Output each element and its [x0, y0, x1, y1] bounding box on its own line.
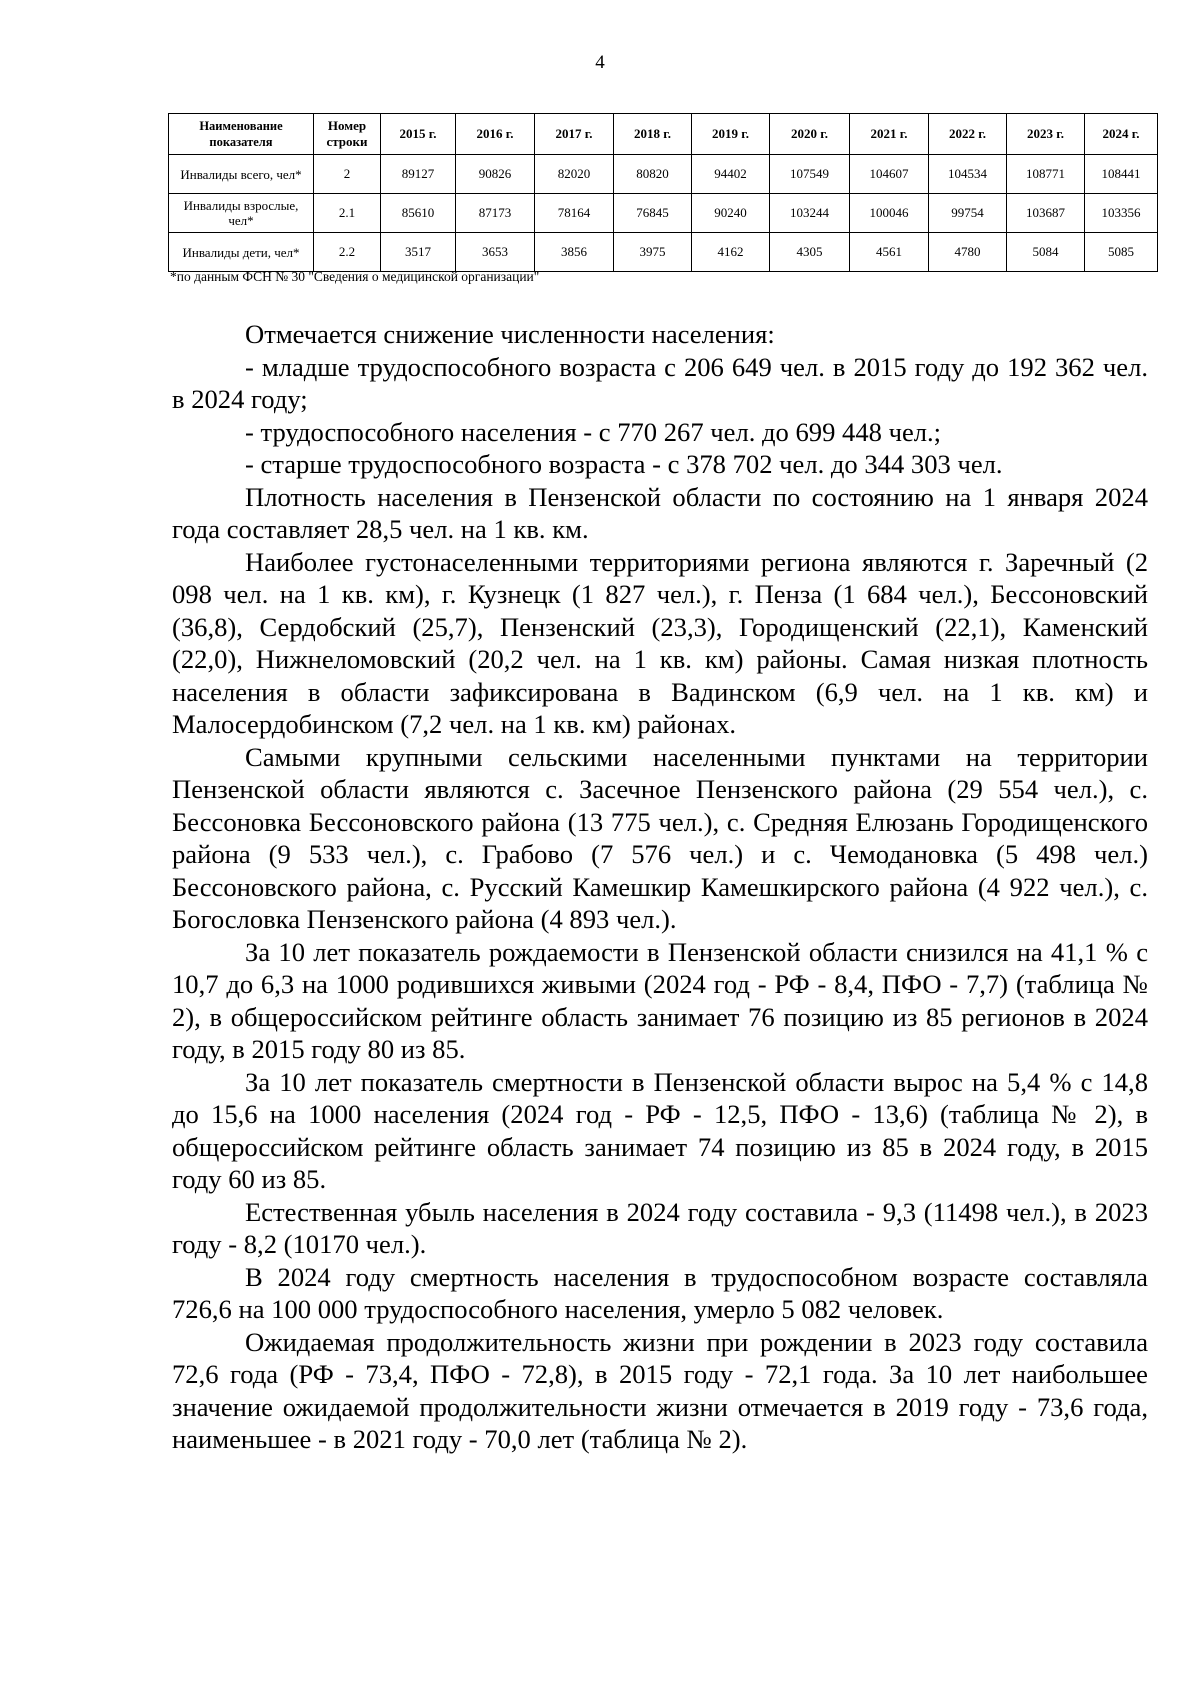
table-cell: 100046 [850, 194, 929, 233]
body-text [172, 318, 1148, 1456]
table-header-cell: 2024 г. [1085, 114, 1158, 155]
table-cell: 85610 [381, 194, 456, 233]
disability-table [168, 113, 1158, 272]
table-cell: 103687 [1007, 194, 1085, 233]
table-header-cell: 2022 г. [929, 114, 1007, 155]
table-header-cell: 2019 г. [692, 114, 770, 155]
table-cell: 103244 [770, 194, 850, 233]
table-header-cell: 2023 г. [1007, 114, 1085, 155]
table-cell: 80820 [614, 155, 692, 194]
table-cell: 3975 [614, 233, 692, 272]
table-cell: 5084 [1007, 233, 1085, 272]
paragraph: Самыми крупными сельскими населенными пунктами на территории Пензенской области являются с. Засечное Пензенского района (29 554 чел.), с. Бессоновка Бессоновского района (13 775 чел.), с. Средняя Елюзань Городищенского района (9 533 чел.), с. Грабово (7 576 чел.) и с. Чемодановка (5 498 чел.) Бессоновского района, с. Русский Камешкир Камешкирского района (4 922 чел.), с. Богословка Пензенского района (4 893 чел.). [172, 741, 1148, 934]
table-cell: 94402 [692, 155, 770, 194]
table-row [169, 194, 1158, 233]
table-cell: 89127 [381, 155, 456, 194]
table-row [169, 233, 1158, 272]
table-cell: 76845 [614, 194, 692, 233]
table-cell: 108441 [1085, 155, 1158, 194]
table-cell: 4162 [692, 233, 770, 272]
table-cell: 5085 [1085, 233, 1158, 272]
paragraph: - трудоспособного населения - с 770 267 чел. до 699 448 чел.; [245, 416, 942, 447]
table-header-cell: 2018 г. [614, 114, 692, 155]
table-cell: 82020 [535, 155, 614, 194]
row-name-cell: Инвалиды дети, чел* [169, 233, 314, 272]
paragraph: Плотность населения в Пензенской области по состоянию на 1 января 2024 года составляет 28,5 чел. на 1 кв. км. [172, 481, 1148, 544]
table-header-cell: 2020 г. [770, 114, 850, 155]
paragraph: Естественная убыль населения в 2024 году составила - 9,3 (11498 чел.), в 2023 году - 8,2 (10170 чел.). [172, 1196, 1148, 1259]
table-header-cell: Номер строки [314, 114, 381, 155]
table-footnote: *по данным ФСН № 30 "Сведения о медицинской организации" [170, 269, 540, 284]
paragraph: Наиболее густонаселенными территориями региона являются г. Заречный (2 098 чел. на 1 кв. км), г. Кузнецк (1 827 чел.), г. Пенза (1 684 чел.), Бессоновский (36,8), Сердобский (25,7), Пензенский (23,3), Городищенский (22,1), Каменский (22,0), Нижнеломовский (20,2 чел. на 1 кв. км) районы. Самая низкая плотность населения в области зафиксирована в Вадинском (6,9 чел. на 1 кв. км) и Малосердобинском (7,2 чел. на 1 кв. км) районах. [172, 546, 1148, 739]
paragraph: В 2024 году смертность населения в трудоспособном возрасте составляла 726,6 на 100 000 трудоспособного населения, умерло 5 082 человек. [172, 1261, 1148, 1324]
paragraph: - младше трудоспособного возраста с 206 649 чел. в 2015 году до 192 362 чел. в 2024 году; [172, 351, 1148, 414]
table-cell: 103356 [1085, 194, 1158, 233]
table-header-cell: 2017 г. [535, 114, 614, 155]
table-cell: 99754 [929, 194, 1007, 233]
paragraph: Ожидаемая продолжительность жизни при рождении в 2023 году составила 72,6 года (РФ - 73,4, ПФО - 72,8), в 2015 году - 72,1 года. За 10 лет наибольшее значение ожидаемой продолжительности жизни отмечается в 2019 году - 73,6 года, наименьшее - в 2021 году - 70,0 лет (таблица № 2). [172, 1326, 1148, 1454]
table-header-cell: 2015 г. [381, 114, 456, 155]
table-row [169, 155, 1158, 194]
table-cell: 4561 [850, 233, 929, 272]
row-line-cell: 2.1 [314, 194, 381, 233]
page-number: 4 [595, 52, 605, 73]
paragraph: За 10 лет показатель смертности в Пензенской области вырос на 5,4 % с 14,8 до 15,6 на 1000 населения (2024 год - РФ - 12,5, ПФО - 13,6) (таблица № 2), в общероссийском рейтинге область занимает 74 позицию из 85 в 2024 году, в 2015 году 60 из 85. [172, 1066, 1148, 1194]
table-cell: 107549 [770, 155, 850, 194]
row-name-cell: Инвалиды взрослые, чел* [169, 194, 314, 233]
table-cell: 90240 [692, 194, 770, 233]
table-cell: 4305 [770, 233, 850, 272]
table-cell: 90826 [456, 155, 535, 194]
paragraph: Отмечается снижение численности населения: [245, 319, 775, 349]
table-header-cell: Наименование показателя [169, 114, 314, 155]
table-cell: 87173 [456, 194, 535, 233]
table-header-cell: 2016 г. [456, 114, 535, 155]
table-cell: 3856 [535, 233, 614, 272]
table-header-row [169, 114, 1158, 155]
table-cell: 4780 [929, 233, 1007, 272]
table-cell: 108771 [1007, 155, 1085, 194]
row-line-cell: 2 [314, 155, 381, 194]
table-cell: 3517 [381, 233, 456, 272]
row-name-cell: Инвалиды всего, чел* [169, 155, 314, 194]
table-cell: 104607 [850, 155, 929, 194]
table-header-cell: 2021 г. [850, 114, 929, 155]
paragraph: За 10 лет показатель рождаемости в Пензенской области снизился на 41,1 % с 10,7 до 6,3 на 1000 родившихся живыми (2024 год - РФ - 8,4, ПФО - 7,7) (таблица № 2), в общероссийском рейтинге область занимает 76 позицию из 85 регионов в 2024 году, в 2015 году 80 из 85. [172, 936, 1148, 1064]
table-cell: 3653 [456, 233, 535, 272]
paragraph: - старше трудоспособного возраста - с 378 702 чел. до 344 303 чел. [245, 449, 1003, 479]
table-cell: 78164 [535, 194, 614, 233]
table-cell: 104534 [929, 155, 1007, 194]
row-line-cell: 2.2 [314, 233, 381, 272]
